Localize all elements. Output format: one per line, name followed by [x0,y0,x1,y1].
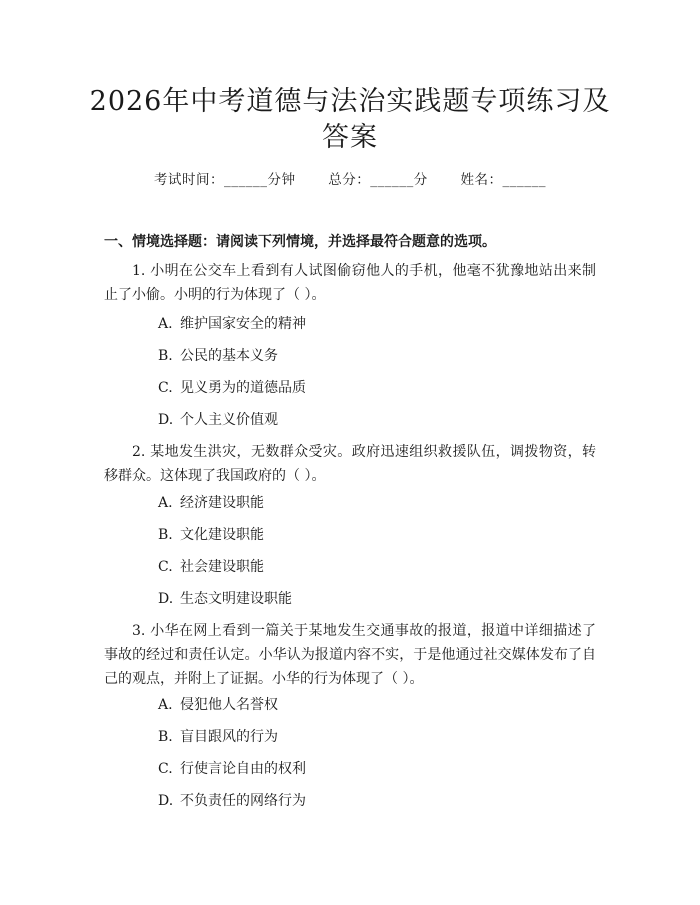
question-1-option-c [158,378,306,398]
option-text: 个人主义价值观 [180,412,278,428]
option-letter: C. [158,761,173,777]
question-1-option-d [158,410,278,430]
total-score-field: 总分：______分 [328,172,428,188]
option-letter: B. [158,348,173,364]
option-letter: D. [158,793,174,809]
section-heading: 一、情境选择题：请阅读下列情境，并选择最符合题意的选项。 [104,234,496,250]
page-title: 2026年中考道德与法治实践题专项练习及答案 [89,86,611,153]
question-1-option-a [158,314,306,334]
question-3-option-c [158,759,306,779]
option-text: 文化建设职能 [180,527,264,543]
question-2-option-c [158,557,264,577]
question-3-option-a [158,695,278,715]
option-letter: D. [158,412,174,428]
option-text: 不负责任的网络行为 [180,793,306,809]
option-text: 行使言论自由的权利 [180,761,306,777]
option-text: 侵犯他人名誉权 [180,697,278,713]
student-name-field: 姓名：______ [460,172,547,188]
option-letter: A. [158,697,173,713]
question-2-option-b [158,525,264,545]
question-2-option-d [158,589,292,609]
question-2-option-a [158,493,264,513]
question-3-option-d [158,791,306,811]
option-text: 经济建设职能 [180,495,264,511]
option-text: 社会建设职能 [180,559,264,575]
option-letter: C. [158,380,173,396]
option-letter: B. [158,527,173,543]
option-letter: A. [158,495,173,511]
question-3-stem: 3. 小华在网上看到一篇关于某地发生交通事故的报道，报道中详细描述了事故的经过和责任认定。小华认为报道内容不实，于是他通过社交媒体发布了自己的观点，并附上了证据。小华的行为体现了（ ）。 [104,623,596,687]
question-2-stem: 2. 某地发生洪灾，无数群众受灾。政府迅速组织救援队伍，调拨物资，转移群众。这体现了我国政府的（ ）。 [104,444,596,484]
option-letter: D. [158,591,174,607]
question-1-stem: 1. 小明在公交车上看到有人试图偷窃他人的手机，他毫不犹豫地站出来制止了小偷。小明的行为体现了（ ）。 [104,263,596,303]
option-text: 公民的基本义务 [180,348,278,364]
option-text: 维护国家安全的精神 [180,316,306,332]
option-letter: A. [158,316,173,332]
option-letter: C. [158,559,173,575]
option-text: 盲目跟风的行为 [180,729,278,745]
question-1-option-b [158,346,278,366]
option-letter: B. [158,729,173,745]
option-text: 生态文明建设职能 [180,591,292,607]
question-3-option-b [158,727,278,747]
option-text: 见义勇为的道德品质 [180,380,306,396]
exam-time-field: 考试时间：______分钟 [153,172,296,188]
exam-meta [0,168,700,188]
